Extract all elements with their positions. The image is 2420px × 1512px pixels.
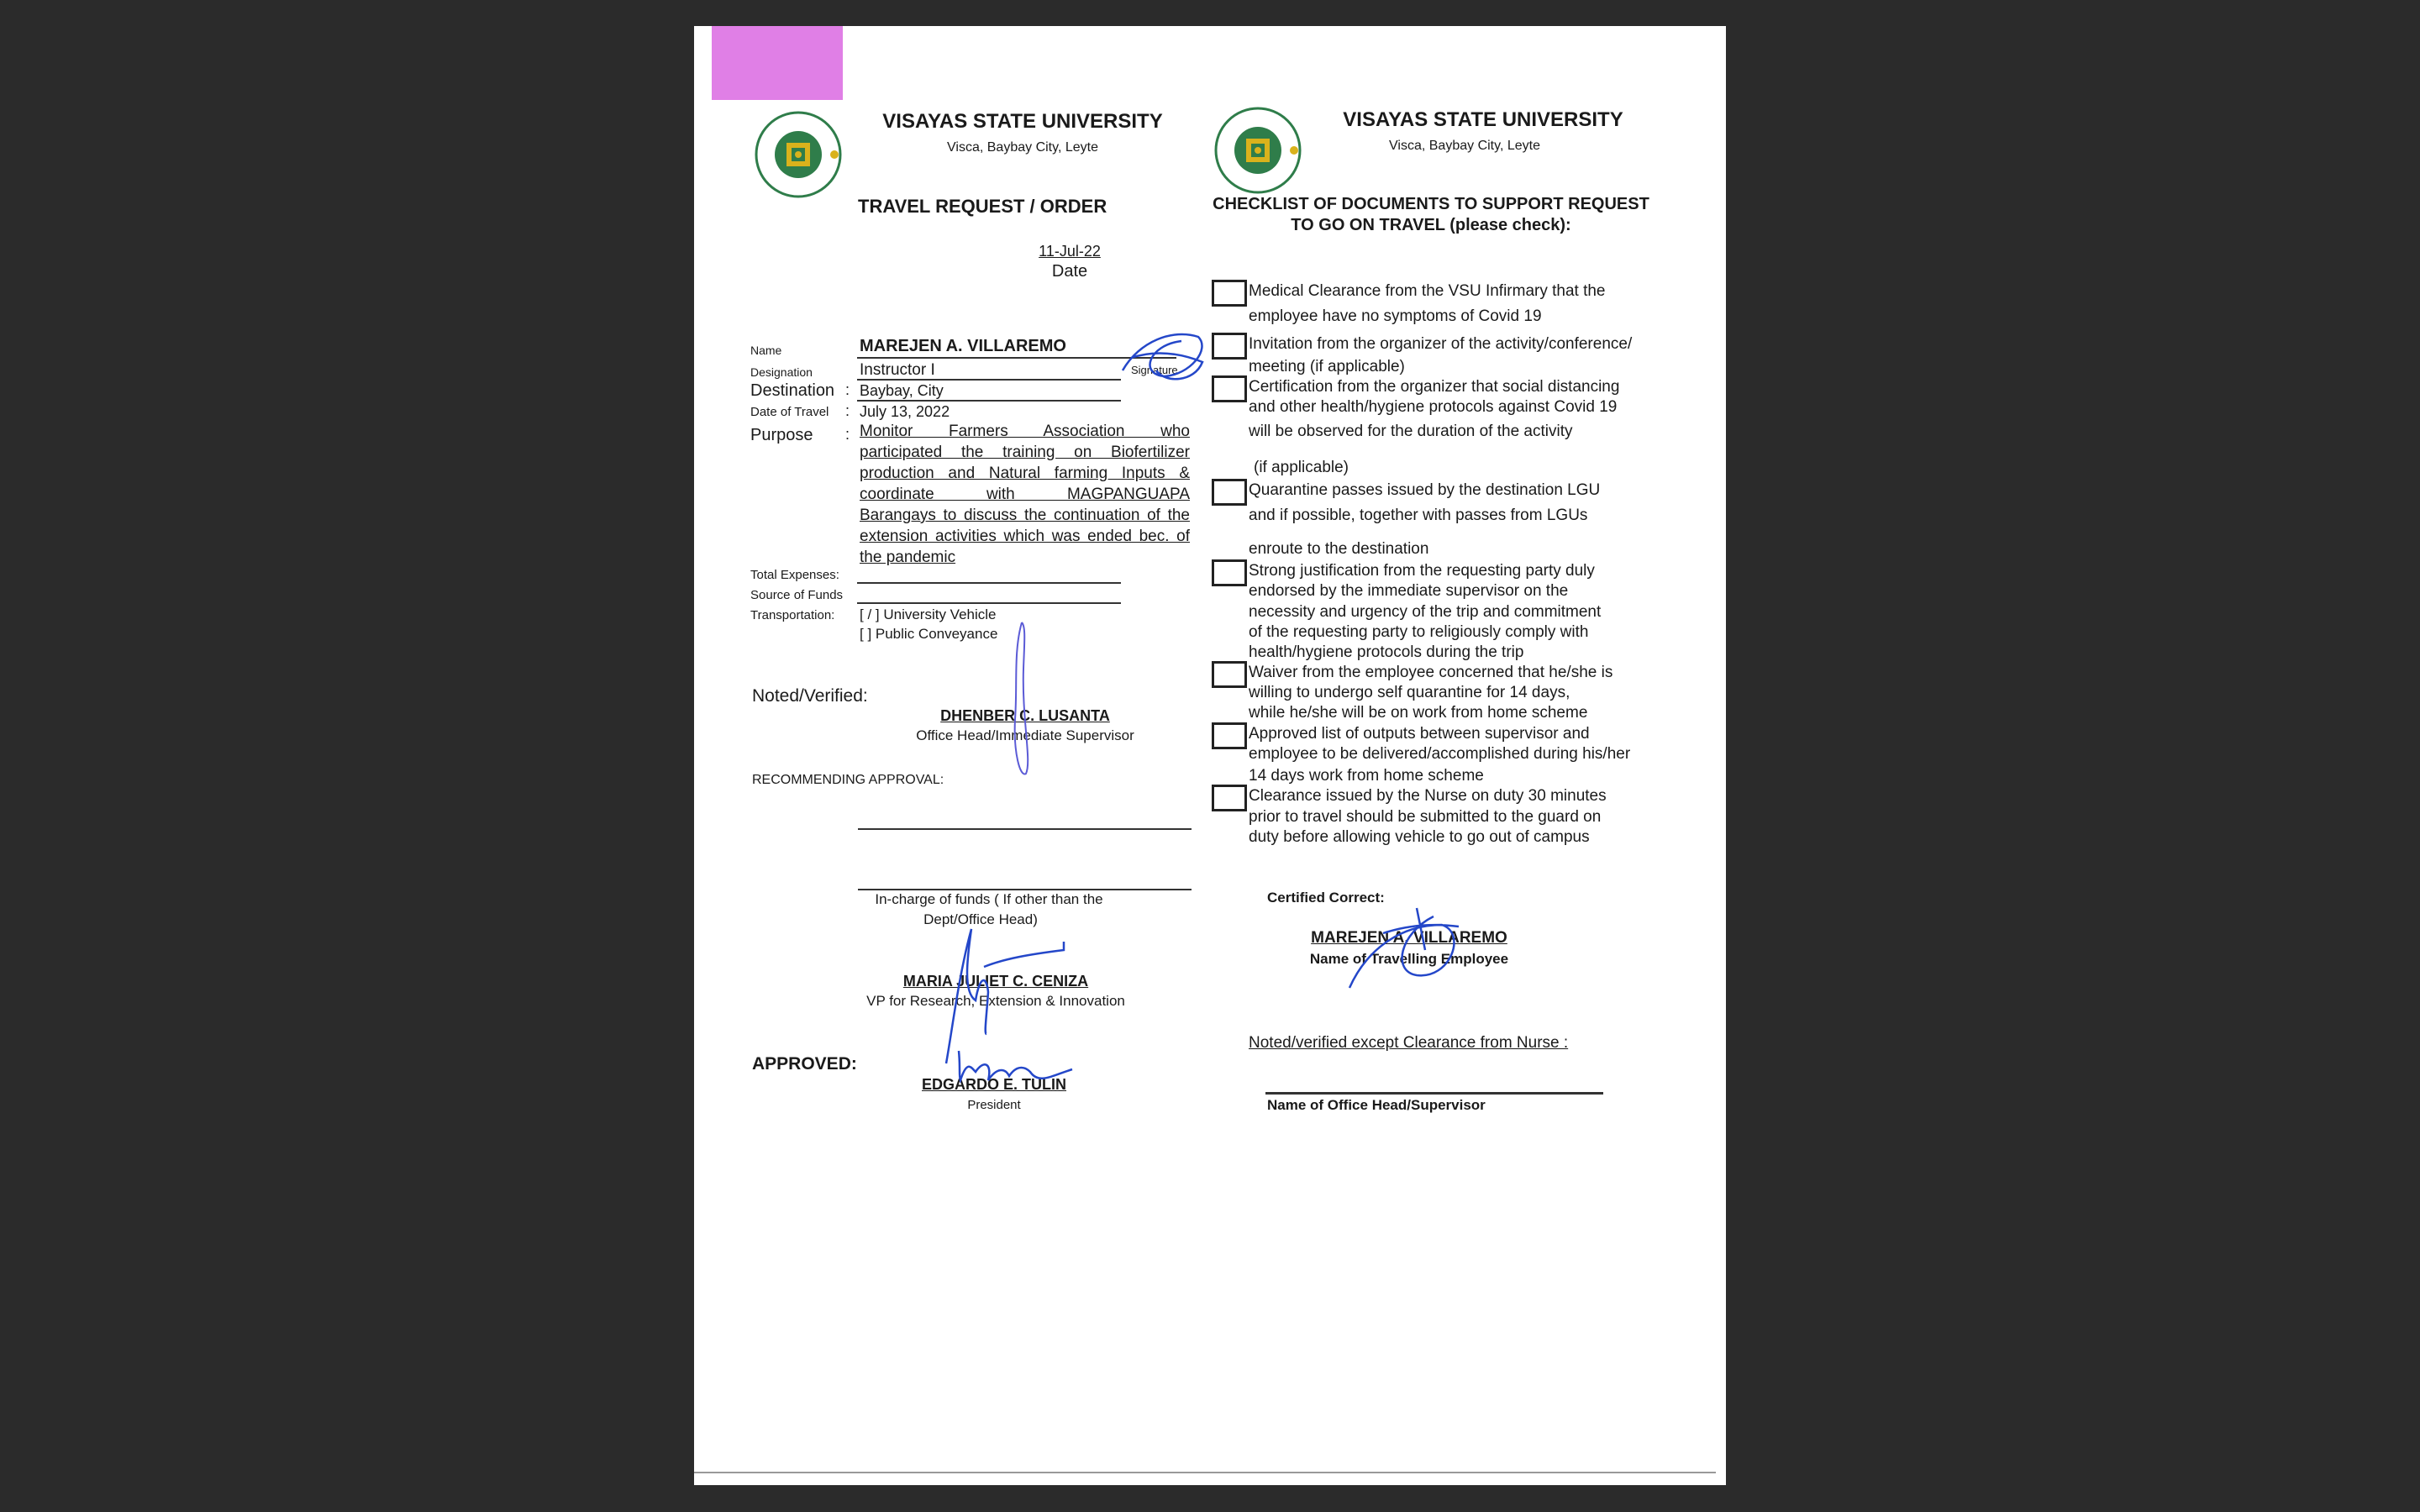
office-head-caption: Name of Office Head/Supervisor <box>1267 1097 1486 1113</box>
checklist-item-text: necessity and urgency of the trip and commitment <box>1249 603 1602 621</box>
recommending-approval-label: RECOMMENDING APPROVAL: <box>752 773 944 787</box>
checklist-item-text: prior to travel should be submitted to the guard on <box>1249 808 1602 826</box>
supervisor-name: DHENBER C. LUSANTA <box>940 707 1110 724</box>
checklist-item-text: enroute to the destination <box>1249 540 1429 558</box>
checklist-item-text: Waiver from the employee concerned that he/she is <box>1249 664 1613 681</box>
destination-value: Baybay, City <box>860 382 944 399</box>
checklist-item-text: employee to be delivered/accomplished during his/her <box>1249 745 1631 763</box>
total-expenses-label: Total Expenses: <box>750 568 839 582</box>
date-of-travel-value: July 13, 2022 <box>860 403 950 420</box>
signature-scribble <box>1333 900 1467 992</box>
president-name: EDGARDO E. TULIN <box>921 1076 1067 1093</box>
designation-value: Instructor I <box>860 361 935 379</box>
checklist-checkbox[interactable] <box>1212 785 1247 811</box>
checklist-title-line2: TO GO ON TRAVEL (please check): <box>1291 216 1571 234</box>
purpose-colon: : <box>845 426 850 443</box>
checklist-item-text: employee have no symptoms of Covid 19 <box>1249 307 1542 325</box>
university-seal-right <box>1214 107 1302 194</box>
checklist-item-text: health/hygiene protocols during the trip <box>1249 643 1524 661</box>
university-seal-left <box>755 111 842 198</box>
checklist-checkbox[interactable] <box>1212 559 1247 586</box>
total-expenses-line <box>857 582 1121 584</box>
checklist-item-text: duty before allowing vehicle to go out of campus <box>1249 828 1590 846</box>
university-name: VISAYAS STATE UNIVERSITY <box>882 110 1163 133</box>
checklist-item-text: while he/she will be on work from home scheme <box>1249 704 1588 722</box>
destination-label: Destination <box>750 381 835 400</box>
date-of-travel-label: Date of Travel <box>750 405 829 419</box>
checklist-item-text: Certification from the organizer that social distancing <box>1249 378 1620 396</box>
funds-signature-line <box>858 889 1192 890</box>
checklist-checkbox[interactable] <box>1212 333 1247 360</box>
funds-caption-line1: In-charge of funds ( If other than the <box>875 891 1103 907</box>
checklist-item-text: willing to undergo self quarantine for 14 days, <box>1249 684 1570 701</box>
signature-scribble <box>950 1034 1076 1101</box>
certified-correct-label: Certified Correct: <box>1267 890 1385 906</box>
checklist-item-text: Clearance issued by the Nurse on duty 30 minutes <box>1249 787 1607 805</box>
signature-scribble <box>1005 618 1039 786</box>
vp-name: MARIA JULIET C. CENIZA <box>902 973 1089 990</box>
transportation-label: Transportation: <box>750 608 835 622</box>
designation-underline <box>857 379 1121 381</box>
checklist-item-text: meeting (if applicable) <box>1249 358 1405 375</box>
university-address: Visca, Baybay City, Leyte <box>947 140 1098 155</box>
designation-label: Designation <box>750 365 813 379</box>
purpose-line: Barangays to discuss the continuation of the <box>860 507 1190 524</box>
funds-caption-line2: Dept/Office Head) <box>923 911 1038 927</box>
checklist-item-text: Medical Clearance from the VSU Infirmary that the <box>1249 282 1606 300</box>
president-title: President <box>967 1098 1021 1112</box>
purpose-text <box>860 421 1190 586</box>
checklist-checkbox[interactable] <box>1212 722 1247 749</box>
name-label: Name <box>750 344 782 357</box>
purpose-label: Purpose <box>750 426 813 444</box>
date-label: Date <box>1051 262 1088 281</box>
university-address-right: Visca, Baybay City, Leyte <box>1389 139 1540 153</box>
destination-underline <box>857 400 1121 402</box>
request-date: 11-Jul-22 <box>1039 243 1101 260</box>
checklist-item-text: Approved list of outputs between supervisor and <box>1249 725 1590 743</box>
name-value: MAREJEN A. VILLAREMO <box>860 337 1066 355</box>
source-of-funds-line <box>857 602 1121 604</box>
purpose-line: the pandemic <box>860 549 956 566</box>
checklist-item-text: 14 days work from home scheme <box>1249 767 1484 785</box>
checklist-item-text: and other health/hygiene protocols against Covid 19 <box>1249 398 1618 416</box>
form-title: TRAVEL REQUEST / ORDER <box>858 196 1107 217</box>
university-name-right: VISAYAS STATE UNIVERSITY <box>1343 108 1623 131</box>
approved-label: APPROVED: <box>752 1054 857 1074</box>
checklist-item-text: Quarantine passes issued by the destination LGU <box>1249 481 1601 499</box>
signature-label: Signature <box>1131 364 1178 376</box>
checklist-item-text: endorsed by the immediate supervisor on the <box>1249 582 1569 600</box>
checklist-item-text: Invitation from the organizer of the activity/conference/ <box>1249 335 1633 353</box>
sticky-note <box>712 26 843 100</box>
checklist-item-text: (if applicable) <box>1254 459 1349 476</box>
transport-public-conveyance: [ ] Public Conveyance <box>860 626 998 642</box>
page-bottom-rule <box>694 1472 1716 1473</box>
recommending-signature-line <box>858 828 1192 830</box>
checklist-item-text: will be observed for the duration of the activity <box>1249 423 1573 440</box>
date-of-travel-colon: : <box>845 402 850 419</box>
office-head-signature-line <box>1265 1092 1603 1095</box>
purpose-line: extension activities which was ended bec. of <box>860 528 1190 545</box>
signature-scribble <box>1114 324 1207 391</box>
checklist-item-text: of the requesting party to religiously comply with <box>1249 623 1589 641</box>
vp-title: VP for Research, Extension & Innovation <box>866 993 1125 1009</box>
checklist-item-text: and if possible, together with passes from LGUs <box>1249 507 1588 524</box>
employee-name: MAREJEN A. VILLAREMO <box>1311 929 1507 947</box>
purpose-line: production and Natural farming Inputs & <box>860 465 1190 482</box>
checklist-checkbox[interactable] <box>1212 375 1247 402</box>
checklist-title-line1: CHECKLIST OF DOCUMENTS TO SUPPORT REQUEST <box>1213 195 1649 213</box>
checklist-checkbox[interactable] <box>1212 280 1247 307</box>
transport-university-vehicle: [ / ] University Vehicle <box>860 606 997 622</box>
document-page <box>694 26 1726 1485</box>
checklist-checkbox[interactable] <box>1212 479 1247 506</box>
purpose-line: participated the training on Biofertilizer <box>860 444 1190 461</box>
source-of-funds-label: Source of Funds <box>750 588 844 602</box>
noted-verified-label: Noted/Verified: <box>752 686 868 706</box>
nurse-note: Noted/verified except Clearance from Nurse : <box>1249 1034 1569 1052</box>
purpose-line: Monitor Farmers Association who <box>860 423 1190 440</box>
checklist-item-text: Strong justification from the requesting party duly <box>1249 562 1595 580</box>
supervisor-title: Office Head/Immediate Supervisor <box>916 727 1134 743</box>
employee-caption: Name of Travelling Employee <box>1309 951 1509 967</box>
checklist-checkbox[interactable] <box>1212 661 1247 688</box>
purpose-line: coordinate with MAGPANGUAPA <box>860 486 1190 503</box>
destination-colon: : <box>845 381 850 398</box>
